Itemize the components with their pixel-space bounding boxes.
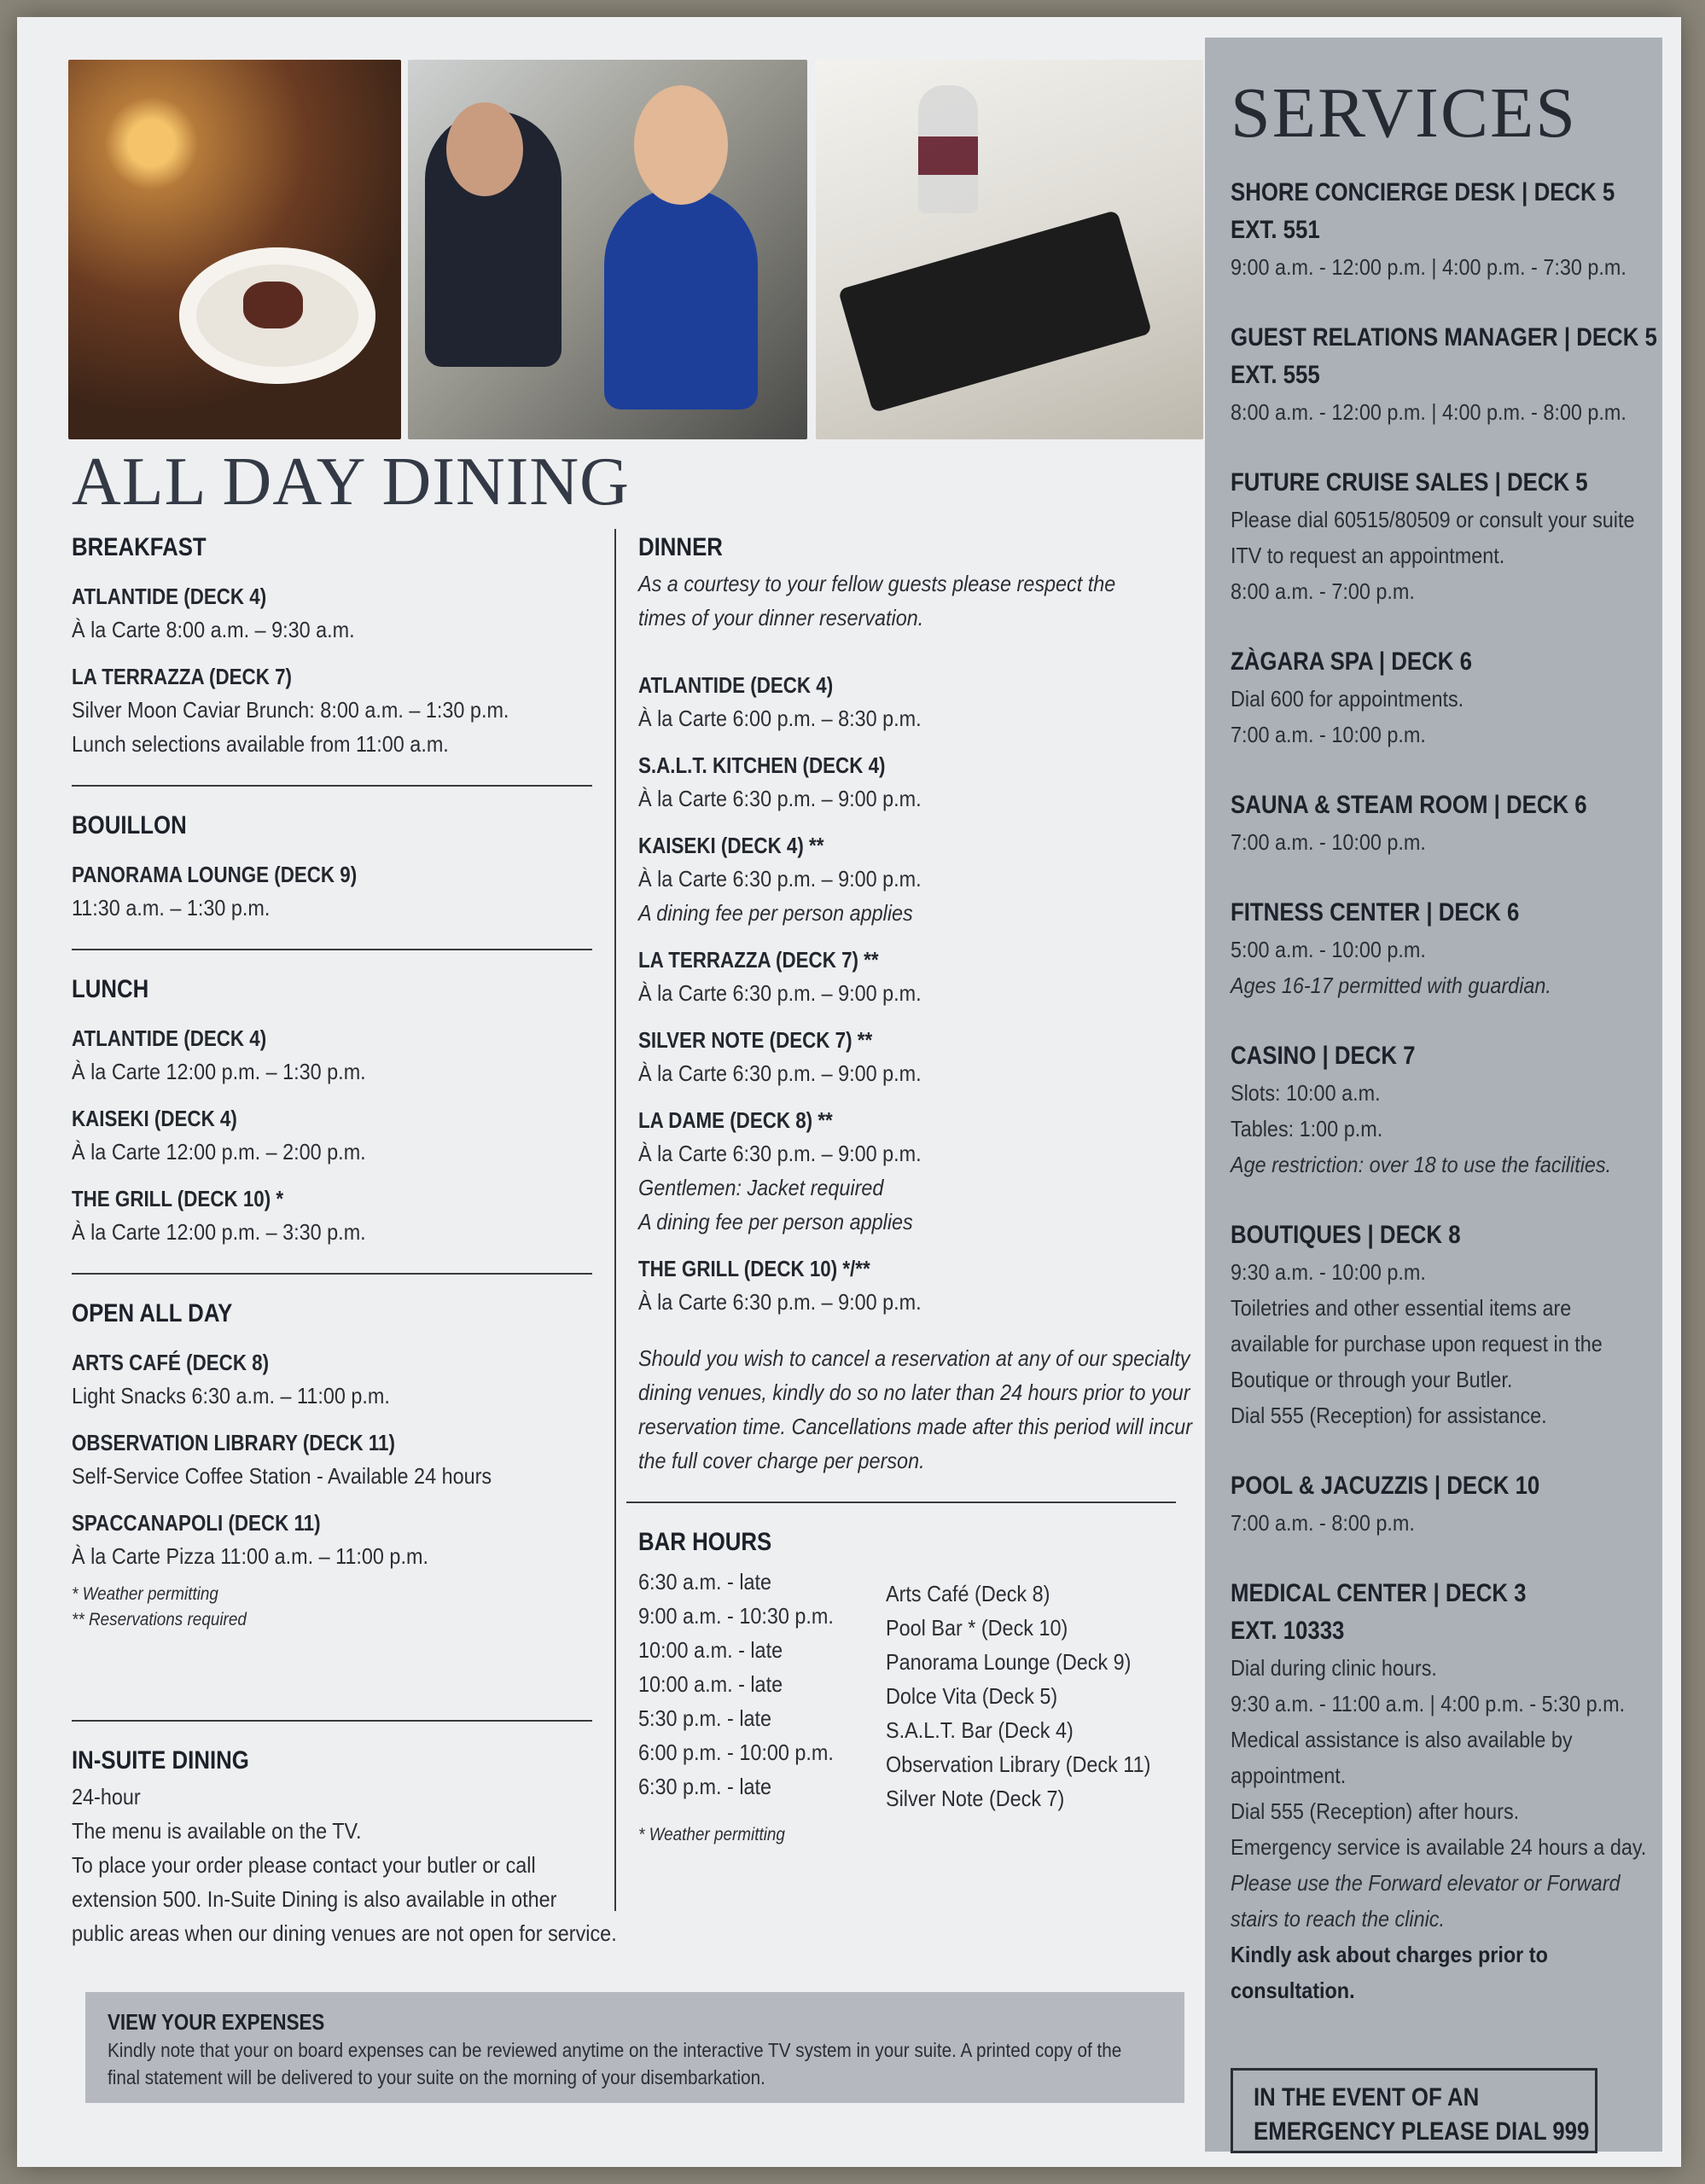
- venue-hours: À la Carte 8:00 a.m. – 9:30 a.m.: [72, 617, 355, 642]
- bar-time: 9:00 a.m. - 10:30 p.m.: [638, 1603, 834, 1629]
- expenses-heading: VIEW YOUR EXPENSES: [108, 2009, 325, 2035]
- venue-hours: Light Snacks 6:30 a.m. – 11:00 p.m.: [72, 1383, 390, 1409]
- venue-name: LA DAME (DECK 8) **: [638, 1107, 833, 1133]
- bar-venue: Arts Café (Deck 8): [886, 1581, 1050, 1606]
- in-suite-section: [72, 1742, 617, 1950]
- plated-dish-photo: [68, 60, 401, 439]
- service-name: SAUNA & STEAM ROOM | DECK 6: [1231, 791, 1587, 819]
- service-extension: EXT. 551: [1231, 216, 1320, 244]
- venue-hours: À la Carte 12:00 p.m. – 3:30 p.m.: [72, 1219, 366, 1245]
- venue-hours: À la Carte Pizza 11:00 a.m. – 11:00 p.m.: [72, 1543, 428, 1569]
- footnote: * Weather permitting: [638, 1825, 785, 1844]
- venue-hours: À la Carte 12:00 p.m. – 1:30 p.m.: [72, 1059, 366, 1084]
- service-item: [1231, 643, 1657, 752]
- service-item: [1231, 319, 1657, 430]
- service-detail: Toiletries and other essential items are: [1231, 1295, 1572, 1321]
- service-note: Age restriction: over 18 to use the facilities.: [1231, 1152, 1612, 1177]
- bar-venue: Silver Note (Deck 7): [886, 1786, 1065, 1811]
- venue-hours: À la Carte 6:30 p.m. – 9:00 p.m.: [638, 786, 922, 811]
- bar-venue: Panorama Lounge (Deck 9): [886, 1649, 1132, 1675]
- service-detail: appointment.: [1231, 1763, 1347, 1788]
- service-detail: Boutique or through your Butler.: [1231, 1367, 1513, 1392]
- emergency-box: [1231, 2068, 1597, 2153]
- service-detail: ITV to request an appointment.: [1231, 543, 1505, 568]
- venue-hours: À la Carte 6:30 p.m. – 9:00 p.m.: [638, 1141, 922, 1166]
- services-title: SERVICES: [1231, 73, 1578, 153]
- bar-hours-table: [638, 1565, 1184, 1815]
- service-name: SHORE CONCIERGE DESK | DECK 5: [1231, 178, 1615, 206]
- service-detail: Please dial 60515/80509 or consult your suite: [1231, 507, 1635, 532]
- expenses-text: Kindly note that your on board expenses can be reviewed anytime on the interactive TV system in your suite. A printed copy of the: [108, 2039, 1122, 2061]
- bar-venues-column: [886, 1565, 1167, 1815]
- service-detail: Dial during clinic hours.: [1231, 1655, 1437, 1681]
- emergency-text: IN THE EVENT OF AN: [1254, 2083, 1480, 2111]
- dining-left-column: [72, 529, 617, 1962]
- venue-name: ATLANTIDE (DECK 4): [638, 672, 834, 698]
- bar-venue: Pool Bar * (Deck 10): [886, 1615, 1068, 1641]
- appetizer-board-photo: [816, 60, 1203, 439]
- dinner-section: [638, 529, 1192, 1478]
- service-item: [1231, 1575, 1657, 2008]
- service-name: BOUTIQUES | DECK 8: [1231, 1221, 1461, 1249]
- section-heading: DINNER: [638, 533, 723, 561]
- venue-note: A dining fee per person applies: [638, 1209, 913, 1234]
- service-item: [1231, 1037, 1657, 1182]
- venue-note: A dining fee per person applies: [638, 900, 913, 926]
- section-heading: IN-SUITE DINING: [72, 1746, 249, 1774]
- service-detail: Dial 600 for appointments.: [1231, 686, 1464, 712]
- venue-hours: 11:30 a.m. – 1:30 p.m.: [72, 895, 271, 921]
- venue-note: Lunch selections available from 11:00 a.m.: [72, 731, 449, 757]
- section-divider: [626, 1502, 1176, 1503]
- expenses-banner: [85, 1992, 1184, 2103]
- bar-times-column: [638, 1565, 886, 1815]
- venue-hours: À la Carte 6:30 p.m. – 9:00 p.m.: [638, 1060, 922, 1086]
- bar-hours-section: [638, 1524, 1184, 1848]
- lunch-section: [72, 971, 609, 1249]
- service-item: [1231, 1467, 1657, 1541]
- in-suite-line: 24-hour: [72, 1784, 141, 1809]
- bar-time: 5:30 p.m. - late: [638, 1705, 772, 1731]
- service-item: [1231, 174, 1657, 285]
- venue-name: SILVER NOTE (DECK 7) **: [638, 1027, 873, 1053]
- service-hours: 9:30 a.m. - 11:00 a.m. | 4:00 p.m. - 5:30 p.m.: [1231, 1691, 1626, 1716]
- service-hours: 8:00 a.m. - 12:00 p.m. | 4:00 p.m. - 8:00 p.m.: [1231, 399, 1626, 425]
- service-hours: 7:00 a.m. - 10:00 p.m.: [1231, 722, 1426, 747]
- venue-name: ARTS CAFÉ (DECK 8): [72, 1350, 270, 1375]
- service-name: CASINO | DECK 7: [1231, 1042, 1416, 1070]
- service-detail: Emergency service is available 24 hours a day.: [1231, 1834, 1647, 1860]
- service-hours: 7:00 a.m. - 8:00 p.m.: [1231, 1510, 1415, 1536]
- dining-title: ALL DAY DINING: [72, 444, 630, 520]
- bar-time: 10:00 a.m. - late: [638, 1637, 783, 1663]
- service-item: [1231, 1217, 1657, 1433]
- bar-time: 6:30 p.m. - late: [638, 1774, 772, 1799]
- venue-hours: À la Carte 6:30 p.m. – 9:00 p.m.: [638, 980, 922, 1006]
- footnote: ** Reservations required: [72, 1610, 247, 1629]
- bar-time: 6:00 p.m. - 10:00 p.m.: [638, 1740, 834, 1765]
- in-suite-line: To place your order please contact your butler or call: [72, 1852, 536, 1878]
- service-note: stairs to reach the clinic.: [1231, 1906, 1446, 1931]
- open-all-day-section: [72, 1295, 609, 1633]
- service-hours: Slots: 10:00 a.m.: [1231, 1080, 1381, 1106]
- service-name: MEDICAL CENTER | DECK 3: [1231, 1579, 1527, 1607]
- service-hours: 8:00 a.m. - 7:00 p.m.: [1231, 578, 1415, 604]
- venue-hours: À la Carte 6:00 p.m. – 8:30 p.m.: [638, 706, 922, 731]
- service-detail: available for purchase upon request in the: [1231, 1331, 1603, 1356]
- diners-photo: [408, 60, 807, 439]
- service-item: [1231, 787, 1657, 860]
- in-suite-line: public areas when our dining venues are not open for service.: [72, 1920, 617, 1946]
- service-note: Please use the Forward elevator or Forward: [1231, 1870, 1621, 1896]
- bar-venue: Dolce Vita (Deck 5): [886, 1683, 1058, 1709]
- section-heading: LUNCH: [72, 975, 149, 1003]
- service-note: Ages 16-17 permitted with guardian.: [1231, 973, 1551, 998]
- venue-name: PANORAMA LOUNGE (DECK 9): [72, 862, 358, 887]
- venue-name: ATLANTIDE (DECK 4): [72, 1025, 267, 1051]
- expenses-text: final statement will be delivered to your suite on the morning of your disembarkation.: [108, 2066, 765, 2088]
- venue-name: THE GRILL (DECK 10) *: [72, 1186, 284, 1211]
- bar-time: 10:00 a.m. - late: [638, 1671, 783, 1697]
- venue-name: LA TERRAZZA (DECK 7) **: [638, 947, 879, 973]
- venue-name: KAISEKI (DECK 4): [72, 1106, 237, 1131]
- venue-hours: À la Carte 6:30 p.m. – 9:00 p.m.: [638, 1289, 922, 1315]
- venue-hours: Silver Moon Caviar Brunch: 8:00 a.m. – 1:30 p.m.: [72, 697, 509, 723]
- service-hours: Tables: 1:00 p.m.: [1231, 1116, 1383, 1141]
- dinner-intro: As a courtesy to your fellow guests please respect the: [638, 571, 1116, 596]
- bouillon-section: [72, 807, 609, 925]
- venue-name: OBSERVATION LIBRARY (DECK 11): [72, 1430, 395, 1455]
- cancellation-policy: Should you wish to cancel a reservation at any of our specialty: [638, 1345, 1190, 1371]
- service-name: FUTURE CRUISE SALES | DECK 5: [1231, 468, 1588, 497]
- service-item: [1231, 464, 1657, 609]
- service-hours: 7:00 a.m. - 10:00 p.m.: [1231, 829, 1426, 855]
- venue-name: THE GRILL (DECK 10) */**: [638, 1256, 870, 1281]
- venue-name: KAISEKI (DECK 4) **: [638, 833, 824, 858]
- service-name: POOL & JACUZZIS | DECK 10: [1231, 1472, 1540, 1500]
- section-divider: [72, 1273, 592, 1275]
- service-note: consultation.: [1231, 1978, 1355, 2003]
- section-heading: BOUILLON: [72, 811, 187, 839]
- venue-name: S.A.L.T. KITCHEN (DECK 4): [638, 752, 886, 778]
- column-divider: [614, 529, 616, 1911]
- service-detail: Dial 555 (Reception) after hours.: [1231, 1798, 1520, 1824]
- printed-menu-page: [17, 17, 1681, 2167]
- service-hours: 9:00 a.m. - 12:00 p.m. | 4:00 p.m. - 7:30 p.m.: [1231, 254, 1626, 280]
- service-note: Kindly ask about charges prior to: [1231, 1942, 1548, 1967]
- service-detail: Dial 555 (Reception) for assistance.: [1231, 1403, 1547, 1428]
- cancellation-policy: reservation time. Cancellations made after this period will incur: [638, 1414, 1192, 1439]
- section-divider: [72, 949, 592, 950]
- venue-hours: À la Carte 6:30 p.m. – 9:00 p.m.: [638, 866, 922, 892]
- venue-name: LA TERRAZZA (DECK 7): [72, 664, 292, 689]
- services-panel: [1205, 38, 1662, 2152]
- section-heading: OPEN ALL DAY: [72, 1299, 233, 1327]
- venue-name: SPACCANAPOLI (DECK 11): [72, 1510, 321, 1536]
- in-suite-line: The menu is available on the TV.: [72, 1818, 362, 1844]
- service-name: FITNESS CENTER | DECK 6: [1231, 898, 1520, 926]
- bar-venue: S.A.L.T. Bar (Deck 4): [886, 1717, 1074, 1743]
- breakfast-section: [72, 529, 609, 761]
- footnote: * Weather permitting: [72, 1584, 218, 1604]
- service-hours: 5:00 a.m. - 10:00 p.m.: [1231, 937, 1426, 962]
- bar-time: 6:30 a.m. - late: [638, 1569, 772, 1594]
- section-heading: BAR HOURS: [638, 1528, 772, 1556]
- service-item: [1231, 894, 1657, 1003]
- bar-venue: Observation Library (Deck 11): [886, 1751, 1151, 1777]
- section-divider: [72, 1720, 592, 1722]
- venue-note: Gentlemen: Jacket required: [638, 1175, 884, 1200]
- cancellation-policy: dining venues, kindly do so no later than 24 hours prior to your: [638, 1380, 1190, 1405]
- venue-name: ATLANTIDE (DECK 4): [72, 584, 267, 609]
- section-heading: BREAKFAST: [72, 533, 207, 561]
- services-list: [1231, 174, 1657, 2042]
- venue-hours: À la Carte 12:00 p.m. – 2:00 p.m.: [72, 1139, 366, 1165]
- in-suite-line: extension 500. In-Suite Dining is also available in other: [72, 1886, 557, 1912]
- service-extension: EXT. 10333: [1231, 1617, 1345, 1645]
- venue-hours: Self-Service Coffee Station - Available 24 hours: [72, 1463, 492, 1489]
- dining-right-column: [638, 529, 1192, 1860]
- service-extension: EXT. 555: [1231, 361, 1320, 389]
- service-hours: 9:30 a.m. - 10:00 p.m.: [1231, 1259, 1426, 1285]
- service-detail: Medical assistance is also available by: [1231, 1727, 1573, 1752]
- photo-strip: [68, 60, 1203, 439]
- cancellation-policy: the full cover charge per person.: [638, 1448, 925, 1473]
- dinner-intro: times of your dinner reservation.: [638, 605, 924, 630]
- section-divider: [72, 785, 592, 787]
- service-name: GUEST RELATIONS MANAGER | DECK 5: [1231, 323, 1657, 351]
- service-name: ZÀGARA SPA | DECK 6: [1231, 648, 1472, 676]
- emergency-text: EMERGENCY PLEASE DIAL 999: [1254, 2117, 1590, 2146]
